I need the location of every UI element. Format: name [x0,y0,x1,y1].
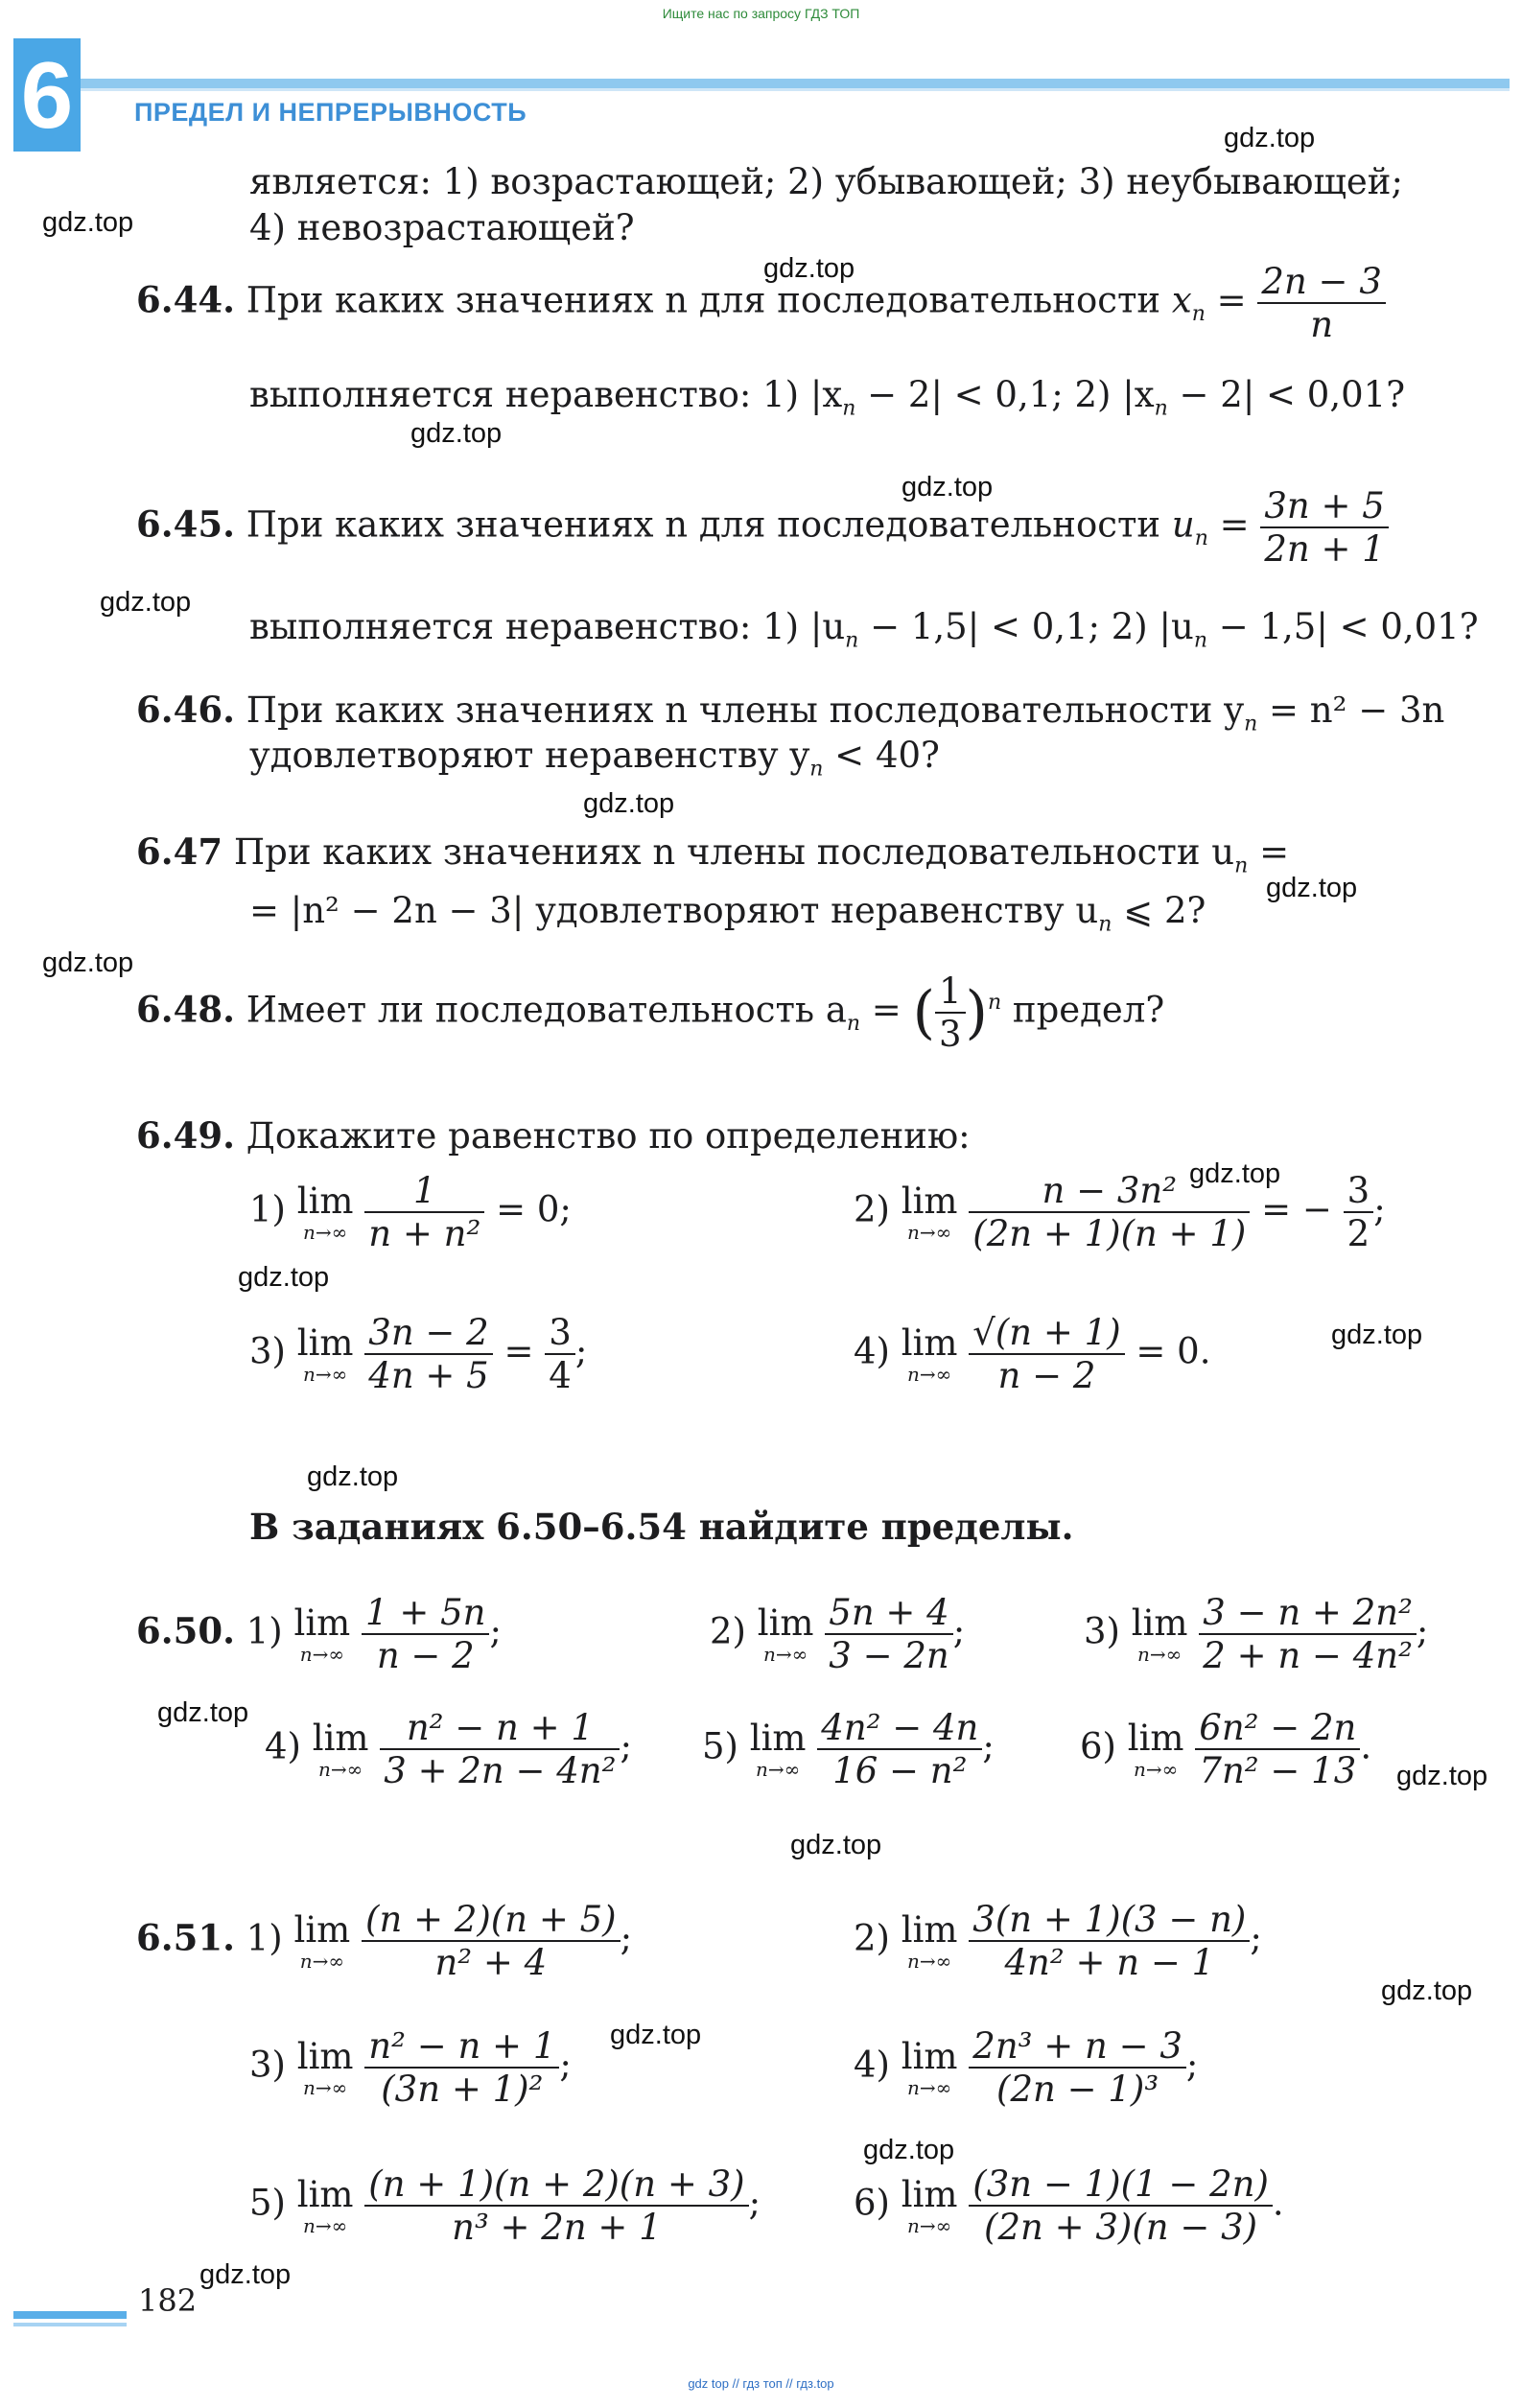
watermark: gdz.top [610,2020,702,2050]
watermark: gdz.top [763,253,855,284]
problem-6-47-line-2: = |n² − 2n − 3| удовлетворяют неравенству $u_n$ ⩽ 2? [249,890,1206,937]
watermark: gdz.top [238,1262,330,1293]
problem-6-49-item-3: 3) lim n→∞ $\frac{3n - 2}{4n + 5}$ = $\frac{3}{4}$ ; [249,1312,588,1396]
fraction: $\frac{3n + 5}{2n + 1}$ [1260,485,1388,570]
watermark: gdz.top [1224,123,1316,153]
problem-6-50-item-6: 6) lim n→∞ $\frac{\text{6n² − 2n}}{\text{7n² − 13}}$ . [1080,1707,1372,1791]
watermark: gdz.top [1266,873,1358,903]
problem-6-47: 6.47 При каких значениях n члены последовательности $u_n$ = [136,830,1290,878]
chapter-number: 6 [20,42,74,148]
fraction: $\frac{2n - 3}{n}$ [1257,261,1385,345]
page-number: 182 [138,2282,198,2319]
watermark: gdz.top [157,1697,249,1728]
header-band [81,79,1510,88]
problem-6-51-item-3: 3) lim n→∞ $\frac{\text{n² − n + 1}}{\text{(3n + 1)²}}$ ; [249,2025,572,2110]
problem-6-49-item-2: 2) lim n→∞ $\frac{\text{n − 3n²}}{(2n + 1)(n + 1)}$ = − $\frac{3}{2}$ ; [854,1170,1386,1254]
problem-6-48: 6.48. Имеет ли последовательность $a_n$ = ( $\frac{1}{3}$ )$^n$ предел? [136,970,1165,1055]
watermark: gdz.top [790,1830,882,1860]
problem-6-49-item-4: 4) lim n→∞ $\frac{√(n + 1)}{n - 2}$ = 0. [854,1312,1211,1396]
subscript: n [1191,301,1206,326]
problem-6-49-item-1: 1) lim n→∞ $\frac{1}{\text{n + n²}}$ = 0; [249,1170,572,1254]
watermark: gdz.top [901,472,994,503]
problem-6-50-item-4: 4) lim n→∞ $\frac{\text{n² − n + 1}}{\text{3 + 2n − 4n²}}$ ; [265,1707,632,1791]
watermark: gdz.top [199,2259,292,2290]
watermark: gdz.top [1381,1975,1473,2006]
problem-number: 6.44. [136,278,235,321]
watermark: gdz.top [410,418,503,449]
watermark: gdz.top [1396,1761,1488,1791]
problem-6-49: 6.49. Докажите равенство по определению: [136,1114,971,1157]
watermark: gdz.top [100,587,192,618]
problem-text: При каких значениях n для последовательности [246,279,1161,321]
problem-6-45: 6.45. При каких значениях n для последовательности $u_n$ = $\frac{3n + 5}{2n + 1}$ [136,485,1389,570]
intro-line-2: 4) невозрастающей? [249,207,635,248]
problem-6-45-condition: выполняется неравенство: 1) $|u_n - 1,5| < 0,1$; 2) $|u_n - 1,5| < 0,01$? [249,606,1479,653]
intro-line-1: является: 1) возрастающей; 2) убывающей; 3) неубывающей; [249,161,1403,202]
chapter-title: ПРЕДЕЛ И НЕПРЕРЫВНОСТЬ [134,98,527,127]
problem-6-51-item-1: 6.51. 1) lim n→∞ $\frac{(n + 2)(n + 5)}{\text{n² + 4}}$ ; [136,1899,633,1983]
problem-6-51-item-4: 4) lim n→∞ $\frac{\text{2n³ + n − 3}}{\text{(2n − 1)³}}$ ; [854,2025,1199,2110]
problem-6-50-row-1: 6.50. 1) lim n→∞ $\frac{1 + 5n}{n - 2}$ ; [136,1592,502,1676]
problem-6-51-item-2: 2) lim n→∞ $\frac{3(n + 1)(3 - n)}{\text{4n² + n − 1}}$ ; [854,1899,1262,1983]
footer-bar [13,2311,127,2319]
footer-bar-thin [13,2323,127,2326]
problem-6-51-item-5: 5) lim n→∞ $\frac{(n + 1)(n + 2)(n + 3)}{\text{n³ + 2n + 1}}$ ; [249,2163,761,2248]
bottom-note: gdz top // гдз топ // гдз.top [688,2376,834,2391]
problem-6-50-item-2: 2) lim n→∞ $\frac{5n + 4}{3 - 2n}$ ; [710,1592,966,1676]
watermark: gdz.top [1331,1320,1423,1350]
problem-6-46-line-2: удовлетворяют неравенству $y_n < 40$? [249,735,940,782]
watermark: gdz.top [307,1461,399,1492]
watermark: gdz.top [42,207,134,238]
instruction: В заданиях 6.50–6.54 найдите пределы. [249,1506,1074,1548]
problem-6-44: 6.44. При каких значениях n для последовательности $x_n$ = $\frac{2n - 3}{n}$ [136,261,1386,345]
problem-number: 6.45. [136,503,235,546]
top-note: Ищите нас по запросу ГДЗ ТОП [662,6,860,21]
problem-6-46: 6.46. При каких значениях n члены последовательности $y_n = n^2 - 3n$ [136,689,1445,736]
fraction: $\frac{1}{3}$ [935,970,966,1055]
watermark: gdz.top [583,788,675,819]
var: x [1171,279,1192,321]
watermark: gdz.top [1189,1158,1281,1189]
problem-6-51-item-6: 6) lim n→∞ $\frac{(3n - 1)(1 - 2n)}{(2n + 3)(n - 3)}$ . [854,2163,1284,2248]
watermark: gdz.top [42,947,134,978]
problem-6-50-item-3: 3) lim n→∞ $\frac{\text{3 − n + 2n²}}{\text{2 + n − 4n²}}$ ; [1084,1592,1429,1676]
problem-6-44-condition: выполняется неравенство: 1) $|x_n - 2| < 0,1$; 2) $|x_n - 2| < 0,01$? [249,374,1406,421]
problem-6-50-item-5: 5) lim n→∞ $\frac{\text{4n² − 4n}}{\text{16 − n²}}$ ; [702,1707,995,1791]
watermark: gdz.top [863,2135,955,2165]
header-line [81,88,1510,91]
